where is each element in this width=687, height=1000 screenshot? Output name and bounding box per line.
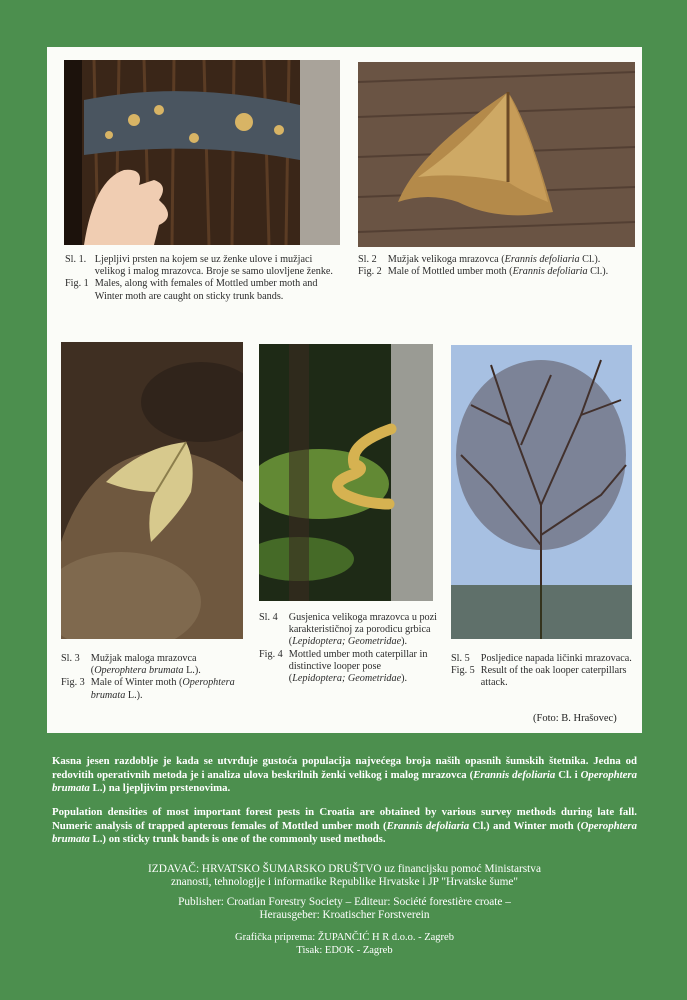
caption-label: Sl. 2 (358, 254, 377, 265)
caption-fig3 (61, 653, 247, 702)
publisher-line-hr-1: IZDAVAČ: HRVATSKO ŠUMARSKO DRUŠTVO uz financijsku pomoć Ministarstva (148, 863, 541, 875)
caption-label: Sl. 5 (451, 653, 470, 664)
winter-moth-photo (61, 342, 243, 639)
caption-text-en: Male of Mottled umber moth (Erannis defoliaria Cl.). (387, 266, 609, 278)
caption-text-hr: Posljedice napada ličinki mrazovaca. (480, 653, 632, 664)
publisher-block (52, 863, 637, 957)
caption-text-hr: Gusjenica velikoga mrazovca u pozi karakterističnoj za porodicu grbica (Lepidoptera; Geometridae). (288, 612, 438, 648)
caption-fig2 (358, 254, 636, 278)
caption-text-en: Result of the oak looper caterpillars attack. (480, 665, 627, 689)
caption-text-hr: Mužjak maloga mrazovca (Operophtera brumata L.). (90, 653, 201, 677)
photo-credit: (Foto: B. Hrašovec) (533, 713, 617, 724)
caption-text-en: Mottled umber moth caterpillar in distinctive looper pose (Lepidoptera; Geometridae). (288, 648, 428, 685)
caption-fig4 (259, 612, 437, 685)
caption-text-en: Male of Winter moth (Operophtera brumata L.). (90, 677, 235, 701)
sticky-trunk-band-photo (64, 60, 340, 245)
caption-text-hr: Ljepljivi prsten na kojem se uz ženke ulove i mužjaci velikog i malog mrazovca. Broje se samo ulovljene ženke. (94, 254, 333, 278)
publisher-line-hr-2: znanosti, tehnologije i informatike Republike Hrvatske i JP "Hrvatske šume" (170, 876, 518, 888)
caption-label: Fig. 1 (65, 278, 89, 290)
caption-label: Fig. 4 (259, 648, 283, 660)
caption-label: Fig. 2 (358, 266, 382, 278)
summary-hr: Kasna jesen razdoblje je kada se utvrđuje gustoća populacija najvećega broja naših opasnih šumskih štetnika. Jedna od redovitih operativnih metoda je i analiza ulova beskrilnih ženki velikog i malog mrazovca (Erannis defoliaria Cl. i Operophtera brumata L.) na ljepljivim prstenovima. (52, 755, 638, 795)
mottled-umber-moth-photo (358, 62, 635, 247)
caption-fig1 (65, 254, 343, 303)
caption-fig5 (451, 653, 633, 690)
prepress-line: Grafička priprema: ŽUPANČIĆ H R d.o.o. - Zagreb (235, 932, 454, 943)
caption-label: Fig. 3 (61, 677, 85, 689)
looper-caterpillar-photo (259, 344, 433, 601)
publisher-line-en-2: Herausgeber: Kroatischer Forstverein (259, 909, 430, 921)
print-line: Tisak: EDOK - Zagreb (296, 945, 393, 956)
caption-label: Fig. 5 (451, 665, 475, 677)
caption-label: Sl. 4 (259, 612, 278, 623)
caption-text-en: Males, along with females of Mottled umber moth and Winter moth are caught on sticky trunk bands. (94, 278, 318, 302)
caption-label: Sl. 1. (65, 254, 87, 265)
defoliated-oak-photo (451, 345, 632, 639)
publisher-line-en-1: Publisher: Croatian Forestry Society – Editeur: Société forestière croate – (178, 896, 511, 908)
summary-en: Population densities of most important forest pests in Croatia are obtained by various survey methods during late fall. Numeric analysis of trapped apterous females of Mottled umber moth (Erannis defoliaria Cl.) and Winter moth (Operophtera brumata L.) on sticky trunk bands is one of the commonly used methods. (52, 806, 637, 846)
caption-label: Sl. 3 (61, 653, 80, 664)
caption-text-hr: Mužjak velikoga mrazovca (Erannis defoliaria Cl.). (387, 254, 601, 265)
